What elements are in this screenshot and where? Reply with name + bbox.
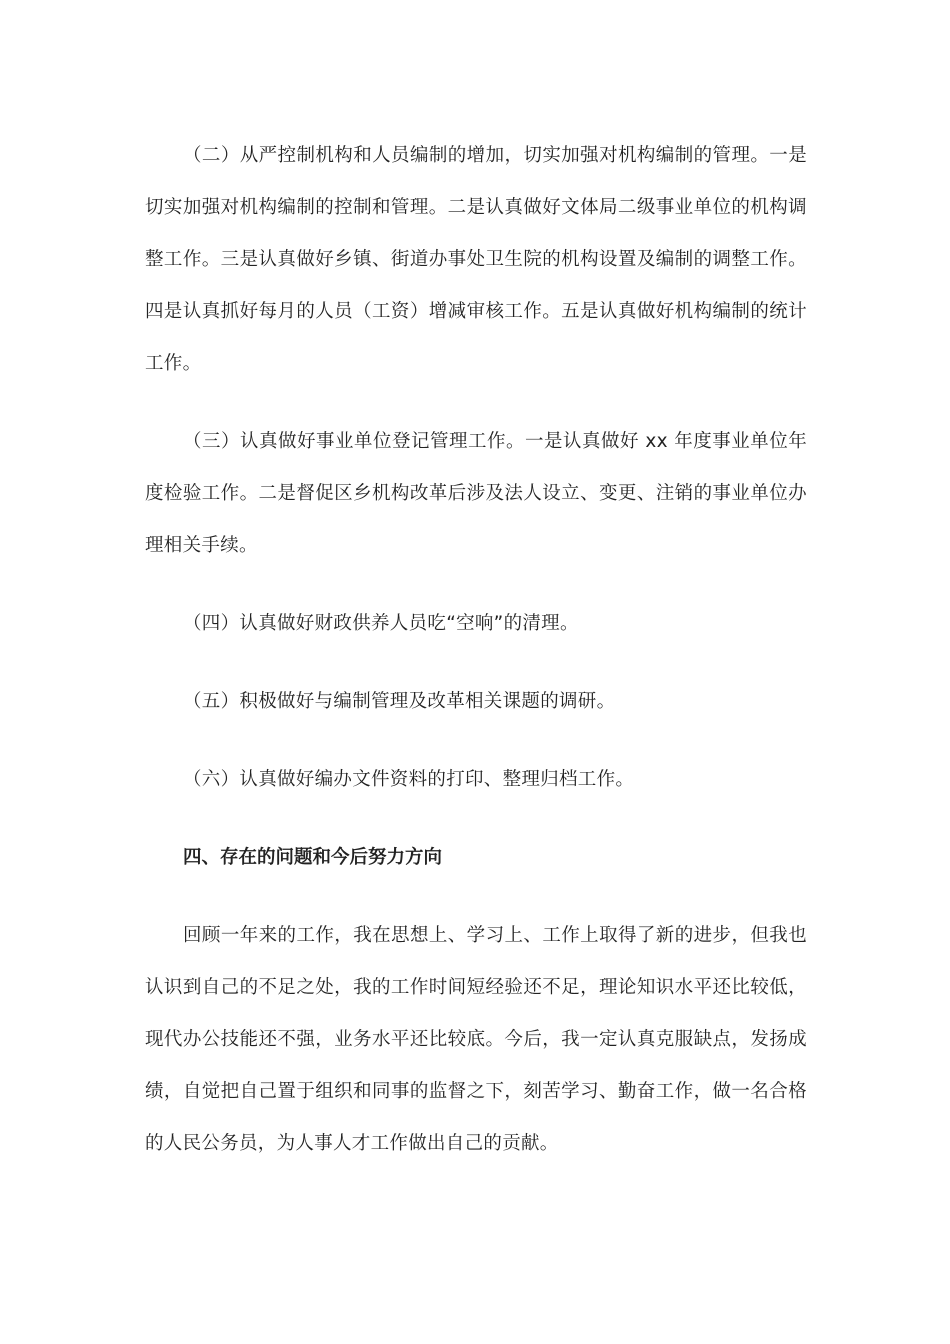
section-heading: 四、存在的问题和今后努力方向 <box>183 847 443 868</box>
paragraph-item-2: （二）从严控制机构和人员编制的增加，切实加强对机构编制的管理。一是切实加强对机构编制的控制和管理。二是认真做好文体局二级事业单位的机构调整工作。三是认真做好乡镇、街道办事处卫生院的机构设置及编制的调整工作。四是认真抓好每月的人员（工资）增减审核工作。五是认真做好机构编制的统计工作。 <box>145 145 807 374</box>
paragraph-item-6: （六）认真做好编办文件资料的打印、整理归档工作。 <box>183 769 635 790</box>
closing-paragraph: 回顾一年来的工作，我在思想上、学习上、工作上取得了新的进步，但我也认识到自己的不足之处，我的工作时间短经验还不足，理论知识水平还比较低，现代办公技能还不强，业务水平还比较底。今后，我一定认真克服缺点，发扬成绩，自觉把自己置于组织和同事的监督之下，刻苦学习、勤奋工作，做一名合格的人民公务员，为人事人才工作做出自己的贡献。 <box>145 925 807 1154</box>
paragraph-item-3: （三）认真做好事业单位登记管理工作。一是认真做好 xx 年度事业单位年度检验工作。二是督促区乡机构改革后涉及法人设立、变更、注销的事业单位办理相关手续。 <box>145 431 807 556</box>
paragraph-item-4: （四）认真做好财政供养人员吃“空响”的清理。 <box>183 613 579 634</box>
paragraph-item-5: （五）积极做好与编制管理及改革相关课题的调研。 <box>183 691 616 712</box>
document-page <box>145 130 807 1170</box>
